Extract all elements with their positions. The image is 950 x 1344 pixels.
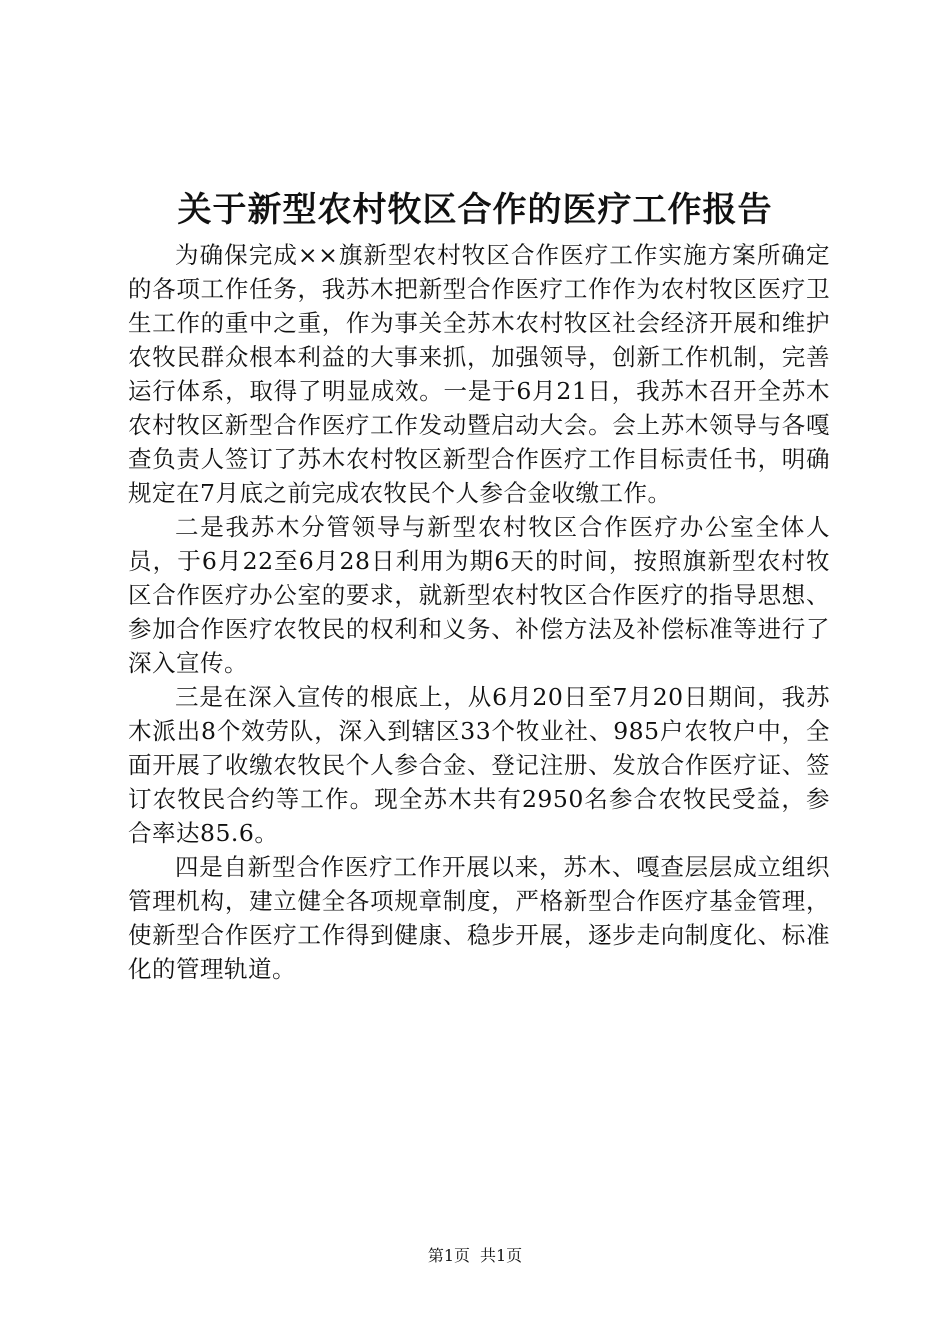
page-number-current: 第1页 bbox=[427, 1246, 470, 1265]
paragraph-1: 为确保完成××旗新型农村牧区合作医疗工作实施方案所确定的各项工作任务，我苏木把新型合作医疗工作作为农村牧区医疗卫生工作的重中之重，作为事关全苏木农村牧区社会经济开展和维护农牧民群众根本利益的大事来抓，加强领导，创新工作机制，完善运行体系，取得了明显成效。一是于6月21日，我苏木召开全苏木农村牧区新型合作医疗工作发动暨启动大会。会上苏木领导与各嘎查负责人签订了苏木农村牧区新型合作医疗工作目标责任书，明确规定在7月底之前完成农牧民个人参合金收缴工作。 bbox=[128, 241, 830, 507]
document-body bbox=[128, 238, 830, 986]
page-footer bbox=[0, 1244, 950, 1268]
paragraph-2: 二是我苏木分管领导与新型农村牧区合作医疗办公室全体人员，于6月22至6月28日利用为期6天的时间，按照旗新型农村牧区合作医疗办公室的要求，就新型农村牧区合作医疗的指导思想、参加合作医疗农牧民的权利和义务、补偿方法及补偿标准等进行了深入宣传。 bbox=[128, 513, 830, 677]
document-title: 关于新型农村牧区合作的医疗工作报告 bbox=[177, 190, 773, 230]
paragraph-4: 四是自新型合作医疗工作开展以来，苏木、嘎查层层成立组织管理机构，建立健全各项规章制度，严格新型合作医疗基金管理，使新型合作医疗工作得到健康、稳步开展，逐步走向制度化、标准化的管理轨道。 bbox=[128, 853, 830, 983]
page-number-total: 共1页 bbox=[480, 1246, 523, 1265]
paragraph-3: 三是在深入宣传的根底上，从6月20日至7月20日期间，我苏木派出8个效劳队，深入到辖区33个牧业社、985户农牧户中，全面开展了收缴农牧民个人参合金、登记注册、发放合作医疗证、签订农牧民合约等工作。现全苏木共有2950名参合农牧民受益，参合率达85.6。 bbox=[128, 683, 830, 847]
